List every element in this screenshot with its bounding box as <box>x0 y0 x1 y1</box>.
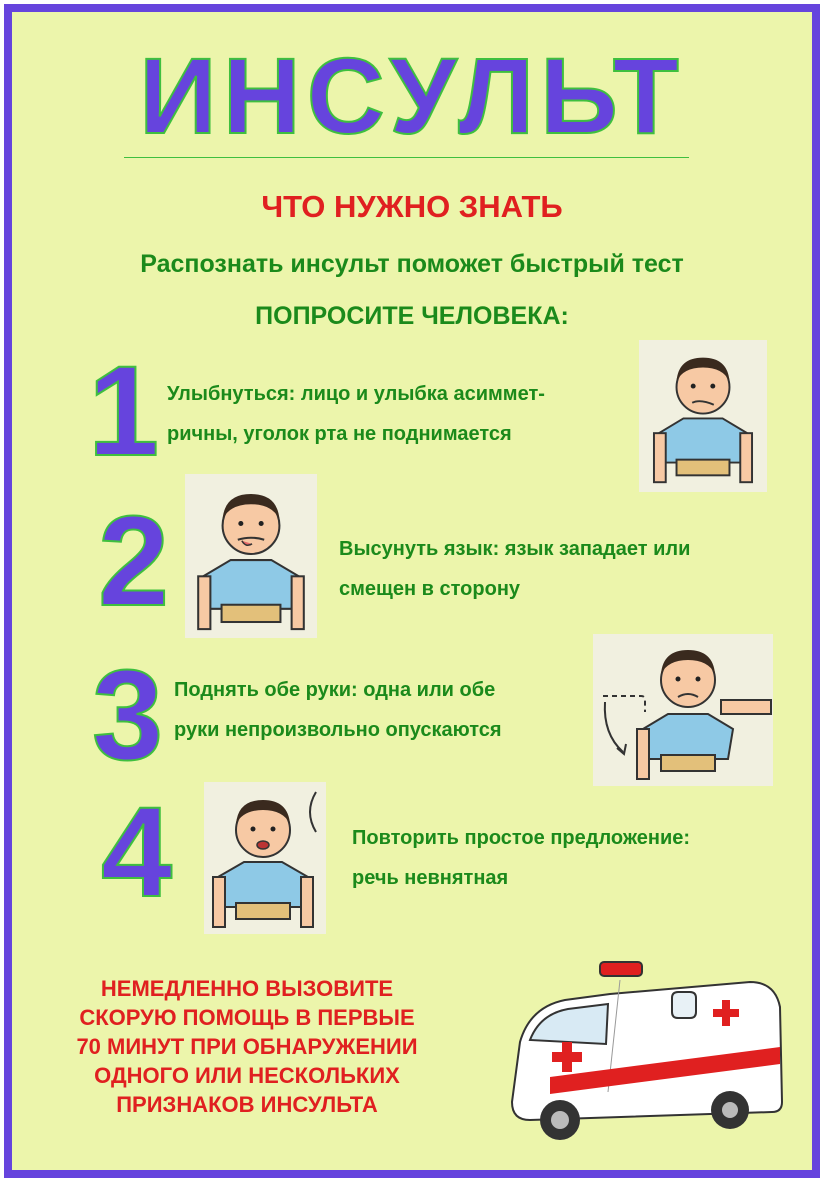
step-4-number: 4 <box>101 781 173 924</box>
intro-text: Распознать инсульт поможет быстрый тест <box>140 250 684 278</box>
poster-title: ИНСУЛЬТ <box>139 35 685 156</box>
man-speaking-icon <box>204 782 326 934</box>
emergency-warning: НЕМЕДЛЕННО ВЫЗОВИТЕ СКОРУЮ ПОМОЩЬ В ПЕРВЫЕ 70 МИНУТ ПРИ ОБНАРУЖЕНИИ ОДНОГО ИЛИ НЕСКОЛЬКИХ ПРИЗНАКОВ ИНСУЛЬТА <box>76 976 418 1117</box>
man-arm-raised-icon <box>593 634 773 786</box>
title-divider <box>124 157 689 158</box>
step-2-text: Высунуть язык: язык западает или смещен в сторону <box>339 538 691 600</box>
step-2-number: 2 <box>98 490 170 633</box>
step-3-number: 3 <box>92 644 164 787</box>
poster-subtitle: ЧТО НУЖНО ЗНАТЬ <box>261 189 563 224</box>
step-4-text: Повторить простое предложение: речь невнятная <box>352 827 691 889</box>
ask-heading: ПОПРОСИТЕ ЧЕЛОВЕКА: <box>255 302 569 330</box>
poster <box>4 4 820 1178</box>
step-1-number: 1 <box>88 340 160 483</box>
step-1-text: Улыбнуться: лицо и улыбка асиммет- ричны, уголок рта не поднимается <box>167 383 545 445</box>
step-3-text: Поднять обе руки: одна или обе руки непроизвольно опускаются <box>174 679 502 741</box>
man-asymmetric-smile-icon <box>639 340 767 492</box>
man-tongue-out-icon <box>185 474 317 638</box>
ambulance-icon <box>490 952 790 1152</box>
